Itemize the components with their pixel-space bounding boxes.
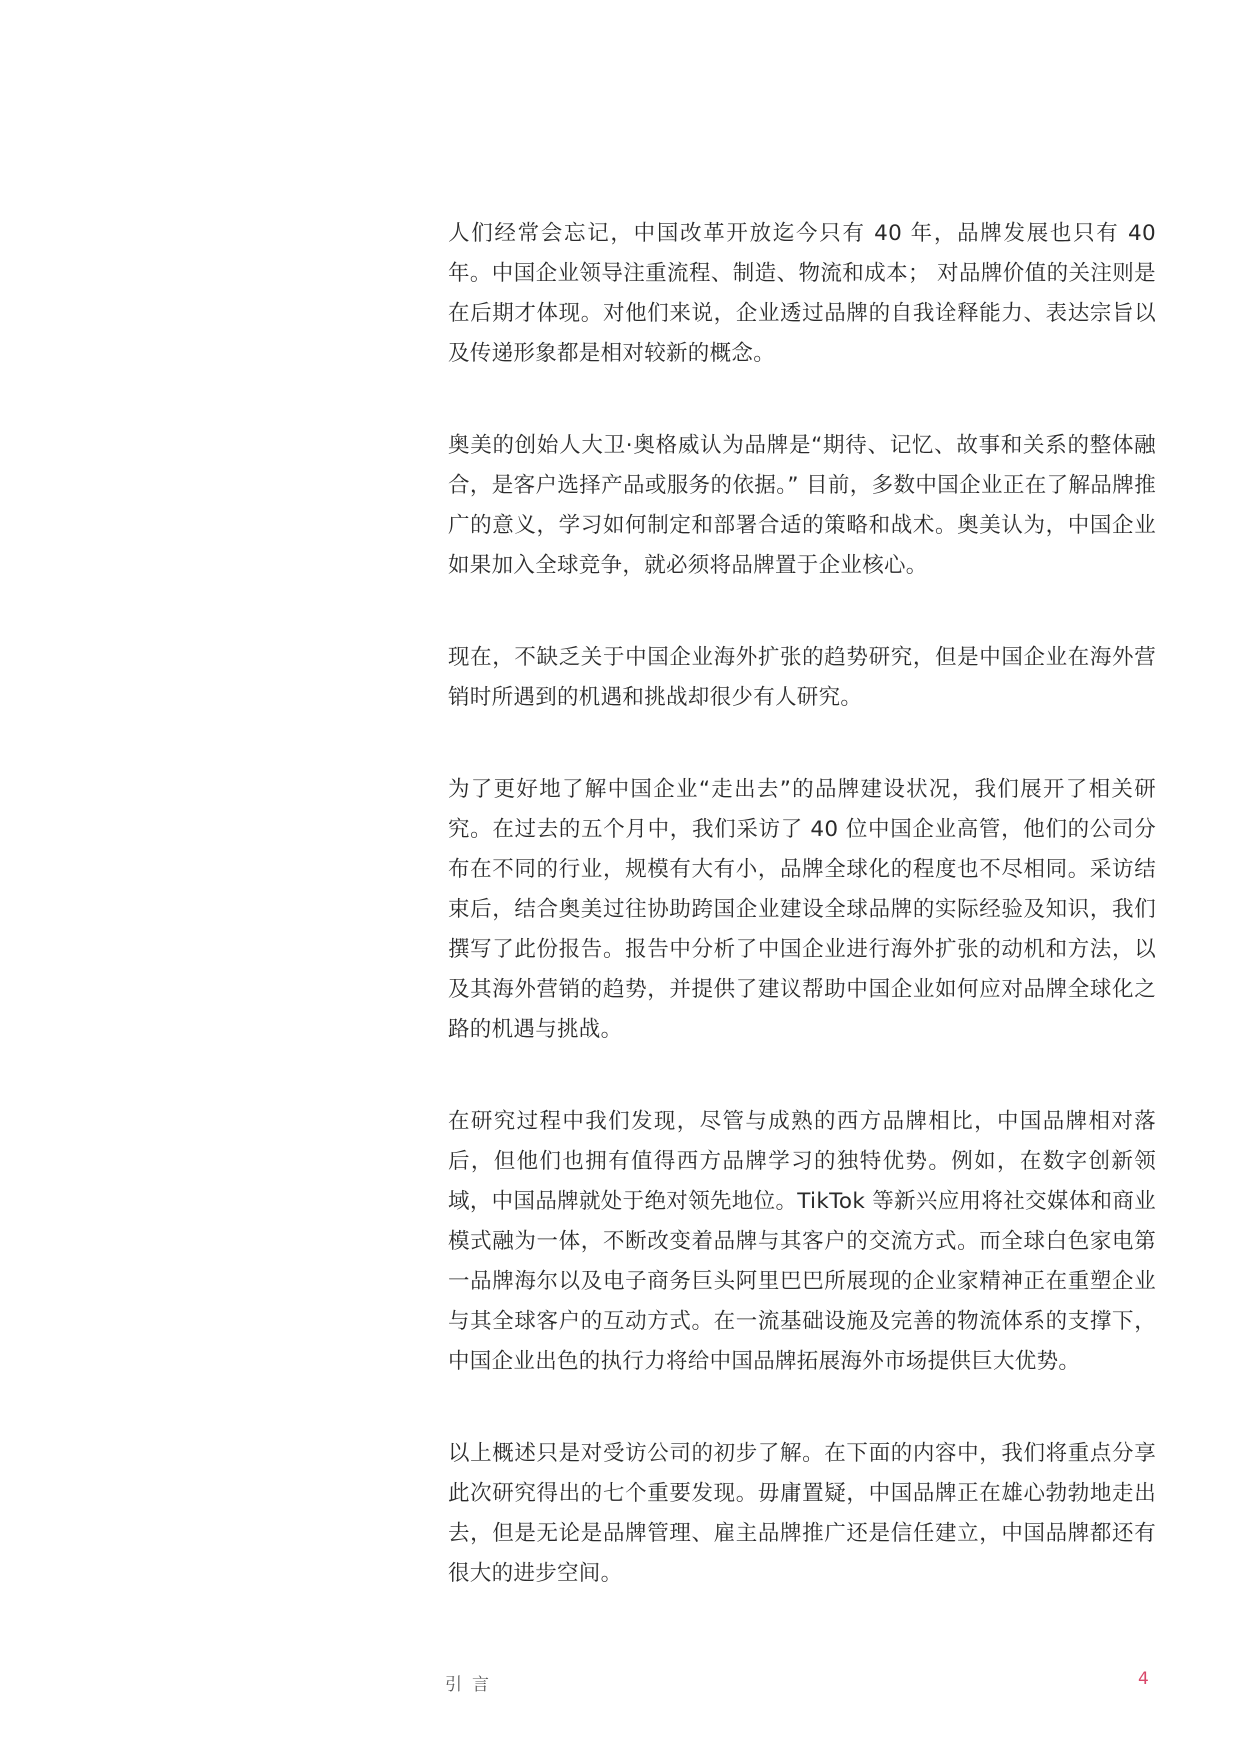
paragraph-2: 奥美的创始人大卫·奥格威认为品牌是“期待、记忆、故事和关系的整体融合，是客户选择产品或服务的依据。” 目前，多数中国企业正在了解品牌推广的意义，学习如何制定和部署合适的策略和战术。奥美认为，中国企业如果加入全球竞争，就必须将品牌置于企业核心。: [448, 433, 1156, 578]
footer-section-title: 引言: [445, 1675, 499, 1695]
paragraph-1: 人们经常会忘记，中国改革开放迄今只有 40 年，品牌发展也只有 40 年。中国企业领导注重流程、制造、物流和成本； 对品牌价值的关注则是在后期才体现。对他们来说，企业透过品牌的自我诠释能力、表达宗旨以及传递形象都是相对较新的概念。: [448, 221, 1156, 366]
body-text: [448, 214, 1156, 1646]
paragraph-6: 以上概述只是对受访公司的初步了解。在下面的内容中，我们将重点分享此次研究得出的七个重要发现。毋庸置疑，中国品牌正在雄心勃勃地走出去，但是无论是品牌管理、雇主品牌推广还是信任建立，中国品牌都还有很大的进步空间。: [448, 1441, 1156, 1586]
paragraph-4: 为了更好地了解中国企业“走出去”的品牌建设状况，我们展开了相关研究。在过去的五个月中，我们采访了 40 位中国企业高管，他们的公司分布在不同的行业，规模有大有小，品牌全球化的程度也不尽相同。采访结束后，结合奥美过往协助跨国企业建设全球品牌的实际经验及知识，我们撰写了此份报告。报告中分析了中国企业进行海外扩张的动机和方法，以及其海外营销的趋势，并提供了建议帮助中国企业如何应对品牌全球化之路的机遇与挑战。: [448, 777, 1156, 1042]
paragraph-5: 在研究过程中我们发现，尽管与成熟的西方品牌相比，中国品牌相对落后，但他们也拥有值得西方品牌学习的独特优势。例如，在数字创新领域，中国品牌就处于绝对领先地位。TikTok 等新兴应用将社交媒体和商业模式融为一体，不断改变着品牌与其客户的交流方式。而全球白色家电第一品牌海尔以及电子商务巨头阿里巴巴所展现的企业家精神正在重塑企业与其全球客户的互动方式。在一流基础设施及完善的物流体系的支撑下，中国企业出色的执行力将给中国品牌拓展海外市场提供巨大优势。: [448, 1109, 1156, 1374]
page-number: 4: [1138, 1669, 1149, 1689]
paragraph-3: 现在，不缺乏关于中国企业海外扩张的趋势研究，但是中国企业在海外营销时所遇到的机遇和挑战却很少有人研究。: [448, 645, 1156, 710]
